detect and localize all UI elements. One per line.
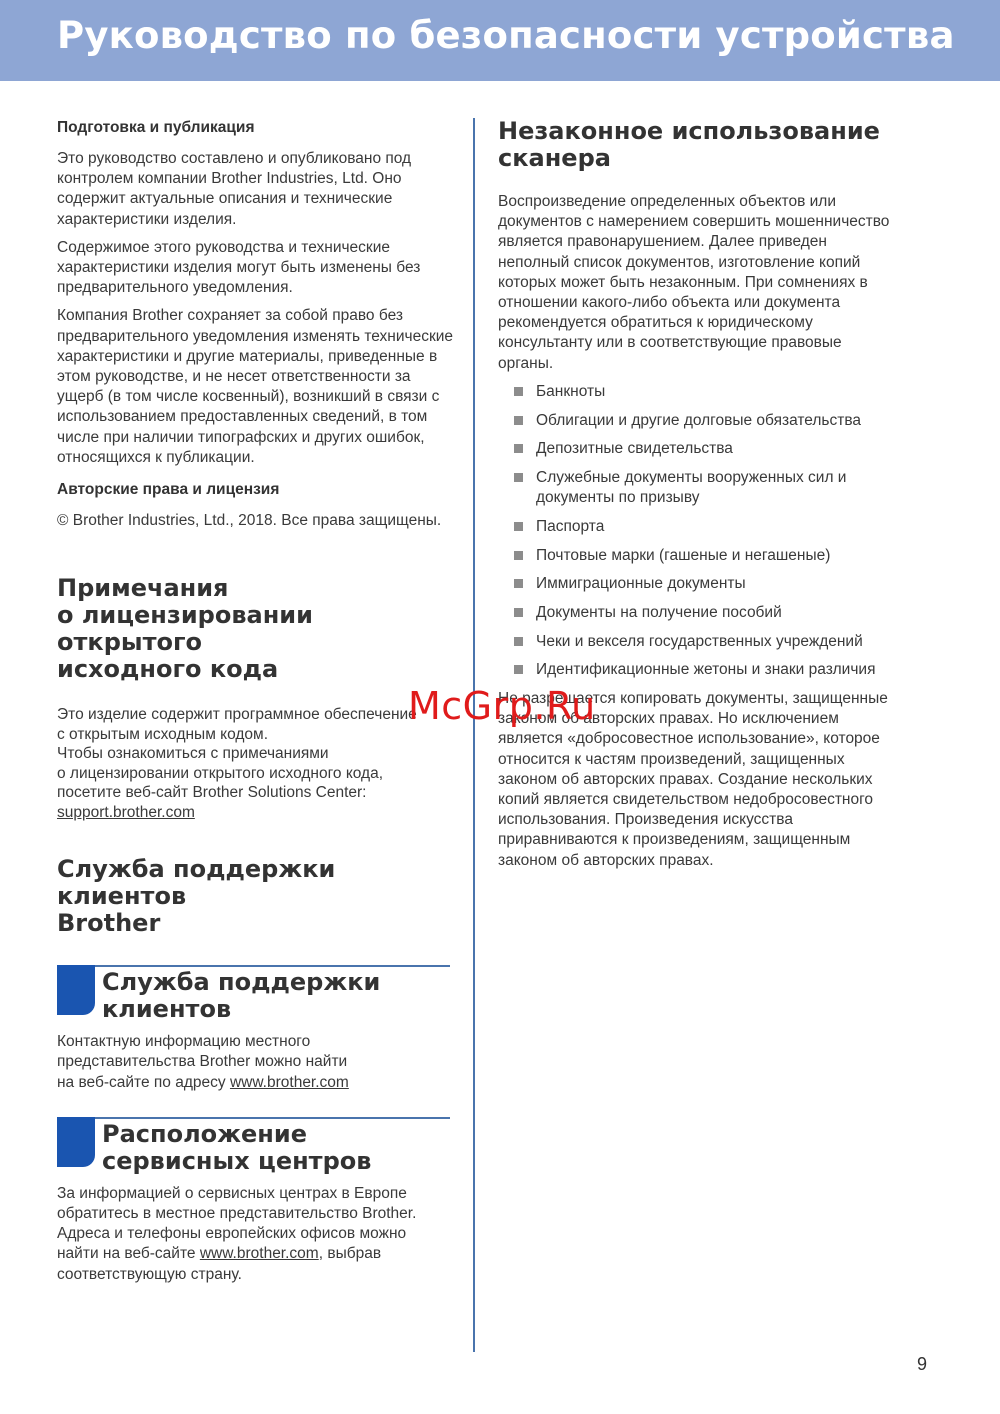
bullet-square-icon [514, 637, 523, 646]
cs-line: на веб-сайте по адресу [57, 1073, 230, 1091]
illegal-heading-line: сканера [498, 144, 611, 172]
sc-line: соответствующую страну. [57, 1265, 242, 1283]
oss-line: Это изделие содержит программное обеспечение [57, 706, 417, 724]
illegal-heading-line: Незаконное использование [498, 117, 880, 145]
header-band [0, 0, 1000, 81]
page-title: Руководство по безопасности устройства [57, 14, 955, 57]
service-centers-title [102, 1117, 453, 1175]
oss-text [57, 705, 453, 822]
list-item: Иммиграционные документы [498, 574, 898, 594]
right-column [498, 118, 898, 879]
bullet-square-icon [514, 522, 523, 531]
illegal-use-heading [498, 118, 898, 172]
sc-line: , выбрав [318, 1245, 382, 1263]
support-link[interactable]: support.brother.com [57, 803, 195, 821]
left-column [57, 118, 453, 1293]
prep-paragraph-2: Содержимое этого руководства и технические характеристики изделия могут быть изменены без предварительного уведомления. [57, 238, 421, 297]
bullet-square-icon [514, 444, 523, 453]
bullet-square-icon [514, 665, 523, 674]
oss-line: Чтобы ознакомиться с примечаниями [57, 745, 329, 763]
oss-heading-line: Примечания [57, 574, 229, 603]
box-title-line: сервисных центров [102, 1146, 372, 1175]
box-title-line: Служба поддержки [102, 968, 381, 997]
oss-line: о лицензировании открытого исходного кода, [57, 764, 384, 782]
list-item: Почтовые марки (гашеные и негашеные) [498, 546, 898, 566]
customer-service-text [57, 1032, 453, 1093]
watermark: McGrp.Ru [408, 684, 596, 728]
box-tab-marker [57, 965, 95, 1015]
service-centers-box [57, 1117, 453, 1175]
copyright-text: © Brother Industries, Ltd., 2018. Все права защищены. [57, 512, 442, 530]
prep-paragraph-3: Компания Brother сохраняет за собой право без предварительного уведомления изменять технические характеристики и другие материалы, приведенные в этом руководстве, и не несет ответственности за ущерб (в том числе косвенный), возникший в связи с использованием предоставленных сведений, в том числе при наличии типографских и других ошибок, относящихся к публикации. [57, 307, 454, 466]
list-item: Идентификационные жетоны и знаки различия [498, 660, 898, 680]
cs-line: представительства Brother можно найти [57, 1053, 348, 1071]
list-item: Паспорта [498, 517, 898, 537]
oss-heading-line: исходного кода [57, 655, 279, 684]
list-item: Банкноты [498, 382, 898, 402]
bullet-square-icon [514, 416, 523, 425]
bullet-square-icon [514, 473, 523, 482]
sc-line: обратитесь в местное представительство Brother. [57, 1205, 417, 1223]
customer-service-title [102, 965, 453, 1023]
list-item: Чеки и векселя государственных учреждений [498, 632, 898, 652]
copyright-closing-text: Не разрешается копировать документы, защищенные законом об авторских правах. Но исключением является «добросовестное использование», которое относится к частям произведений, защищенных законом об авторских правах. Создание нескольких копий является свидетельством недобросовестного использования. Произведения искусства приравниваются к произведениям, защищенным законом об авторских правах. [498, 690, 888, 869]
list-item: Документы на получение пособий [498, 603, 898, 623]
bullet-square-icon [514, 387, 523, 396]
sc-line: Адреса и телефоны европейских офисов можно [57, 1225, 407, 1243]
box-title-line: клиентов [102, 995, 232, 1024]
customer-service-box [57, 965, 453, 1023]
sc-line: За информацией о сервисных центрах в Европе [57, 1184, 407, 1202]
column-divider [473, 118, 475, 1352]
brother-website-link-2[interactable]: www.brother.com [199, 1245, 319, 1263]
bullet-square-icon [514, 608, 523, 617]
box-title-line: Расположение [102, 1119, 307, 1148]
list-item: Депозитные свидетельства [498, 439, 898, 459]
support-heading [57, 856, 453, 937]
brother-website-link[interactable]: www.brother.com [229, 1073, 349, 1091]
oss-heading [57, 575, 453, 683]
bullet-square-icon [514, 551, 523, 560]
page-number: 9 [917, 1354, 928, 1374]
prep-paragraph-1: Это руководство составлено и опубликовано под контролем компании Brother Industries, Ltd. Оно содержит актуальные описания и технические характеристики изделия. [57, 150, 412, 228]
list-item: Облигации и другие долговые обязательства [498, 411, 898, 431]
bullet-square-icon [514, 579, 523, 588]
oss-heading-line: о лицензировании открытого [57, 601, 313, 657]
sc-line: найти на веб-сайте [57, 1245, 200, 1263]
support-heading-line: Brother [57, 909, 161, 938]
illegal-use-intro: Воспроизведение определенных объектов или документов с намерением совершить мошенничество является правонарушением. Далее приведен неполный список документов, изготовление копий которых может быть незаконным. При сомнениях в отношении какого-либо объекта или документа рекомендуется обратиться к юридическому консультанту или в соответствующие правовые органы. [498, 193, 890, 372]
service-centers-text [57, 1184, 453, 1285]
oss-line: посетите веб-сайт Brother Solutions Center: [57, 784, 367, 802]
box-tab-marker [57, 1117, 95, 1167]
support-heading-line: Служба поддержки клиентов [57, 855, 336, 911]
oss-line: с открытым исходным кодом. [57, 725, 269, 743]
prep-heading: Подготовка и публикация [57, 119, 255, 136]
cs-line: Контактную информацию местного [57, 1033, 311, 1051]
copyright-heading: Авторские права и лицензия [57, 481, 280, 499]
list-item: Служебные документы вооруженных сил и документы по призыву [498, 468, 898, 508]
document-list [498, 382, 898, 681]
